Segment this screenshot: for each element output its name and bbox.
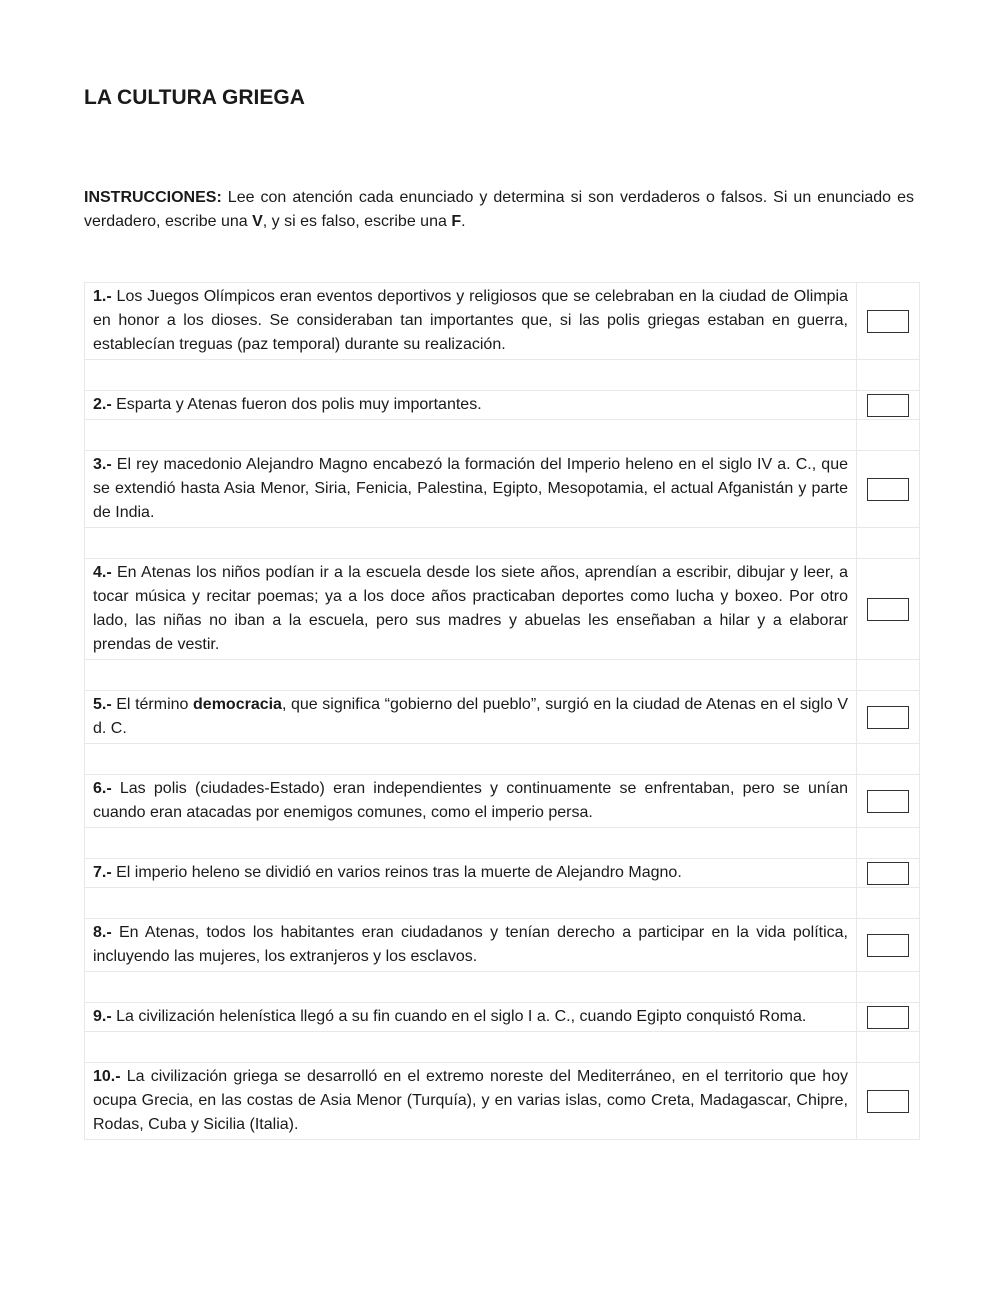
question-row-2 bbox=[84, 390, 920, 419]
question-number: 1.- bbox=[93, 288, 112, 305]
question-text bbox=[85, 559, 857, 659]
question-statement-b: , que significa “gobierno del pueblo”, surgió en la ciudad de Atenas en el siglo V d. C. bbox=[93, 696, 848, 737]
question-text bbox=[85, 283, 857, 359]
question-number: 3.- bbox=[93, 456, 112, 473]
answer-box-1[interactable] bbox=[867, 310, 909, 333]
question-text bbox=[85, 1003, 857, 1031]
question-row-5 bbox=[84, 690, 920, 743]
question-statement: En Atenas, todos los habitantes eran ciudadanos y tenían derecho a participar en la vida política, incluyendo las mujeres, los extranjeros y los esclavos. bbox=[93, 924, 848, 965]
question-number: 8.- bbox=[93, 924, 112, 941]
instructions-v: V bbox=[252, 213, 263, 230]
instructions-text-2: , y si es falso, escribe una bbox=[262, 213, 452, 230]
answer-box-4[interactable] bbox=[867, 598, 909, 621]
question-number: 5.- bbox=[93, 696, 112, 713]
question-statement: La civilización helenística llegó a su fin cuando en el siglo I a. C., cuando Egipto conquistó Roma. bbox=[111, 1008, 807, 1025]
question-keyword: democracia bbox=[193, 696, 282, 713]
question-statement: Los Juegos Olímpicos eran eventos deportivos y religiosos que se celebraban en la ciudad de Olimpia en honor a los dioses. Se consideraban tan importantes que, si las polis griegas estaban en guerra, establecían treguas (paz temporal) durante su realización. bbox=[93, 288, 848, 353]
instructions-text-1: Lee con atención cada enunciado y determina si son verdaderos o falsos. Si un enunciado es verdadero, escribe una bbox=[84, 189, 914, 230]
question-row-6 bbox=[84, 774, 920, 827]
instructions-label: INSTRUCCIONES: bbox=[84, 189, 222, 206]
question-row-10 bbox=[84, 1062, 920, 1140]
question-number: 6.- bbox=[93, 780, 112, 797]
true-false-table bbox=[84, 282, 920, 1140]
answer-box-6[interactable] bbox=[867, 790, 909, 813]
answer-box-7[interactable] bbox=[867, 862, 909, 885]
question-text bbox=[85, 451, 857, 527]
question-statement-a: El término bbox=[111, 696, 194, 713]
question-row-9 bbox=[84, 1002, 920, 1031]
answer-box-3[interactable] bbox=[867, 478, 909, 501]
instructions bbox=[84, 186, 914, 234]
question-text bbox=[85, 1063, 857, 1139]
question-number: 2.- bbox=[93, 396, 112, 413]
question-text bbox=[85, 919, 857, 971]
question-row-3 bbox=[84, 450, 920, 527]
question-text bbox=[85, 775, 857, 827]
instructions-f: F bbox=[451, 213, 462, 230]
question-number: 9.- bbox=[93, 1008, 112, 1025]
question-statement: El rey macedonio Alejandro Magno encabezó la formación del Imperio heleno en el siglo IV a. C., que se extendió hasta Asia Menor, Siria, Fenicia, Palestina, Egipto, Mesopotamia, el actual Afganistán y parte de India. bbox=[93, 456, 848, 521]
question-number: 10.- bbox=[93, 1068, 121, 1085]
question-statement: El imperio heleno se dividió en varios reinos tras la muerte de Alejandro Magno. bbox=[111, 864, 682, 881]
answer-box-10[interactable] bbox=[867, 1090, 909, 1113]
page-title: LA CULTURA GRIEGA bbox=[84, 86, 305, 109]
answer-box-9[interactable] bbox=[867, 1006, 909, 1029]
question-number: 7.- bbox=[93, 864, 112, 881]
question-row-7 bbox=[84, 858, 920, 887]
question-text bbox=[85, 691, 857, 743]
question-statement: Esparta y Atenas fueron dos polis muy importantes. bbox=[111, 396, 482, 413]
answer-box-2[interactable] bbox=[867, 394, 909, 417]
question-statement: En Atenas los niños podían ir a la escuela desde los siete años, aprendían a escribir, dibujar y leer, a tocar música y recitar poemas; ya a los doce años practicaban deportes como lucha y boxeo. Por otro lado, las niñas no iban a la escuela, pero sus madres y abuelas les enseñaban a hilar y a elaborar prendas de vestir. bbox=[93, 564, 848, 653]
question-text bbox=[85, 859, 857, 887]
question-text bbox=[85, 391, 857, 419]
question-row-8 bbox=[84, 918, 920, 971]
question-row-1 bbox=[84, 282, 920, 359]
question-statement: Las polis (ciudades-Estado) eran independientes y continuamente se enfrentaban, pero se unían cuando eran atacadas por enemigos comunes, como el imperio persa. bbox=[93, 780, 848, 821]
answer-box-8[interactable] bbox=[867, 934, 909, 957]
answer-box-5[interactable] bbox=[867, 706, 909, 729]
question-row-4 bbox=[84, 558, 920, 659]
instructions-text-3: . bbox=[461, 213, 466, 230]
question-number: 4.- bbox=[93, 564, 112, 581]
question-statement: La civilización griega se desarrolló en el extremo noreste del Mediterráneo, en el territorio que hoy ocupa Grecia, en las costas de Asia Menor (Turquía), y en varias islas, como Creta, Madagascar, Chipre, Rodas, Cuba y Sicilia (Italia). bbox=[93, 1068, 848, 1133]
